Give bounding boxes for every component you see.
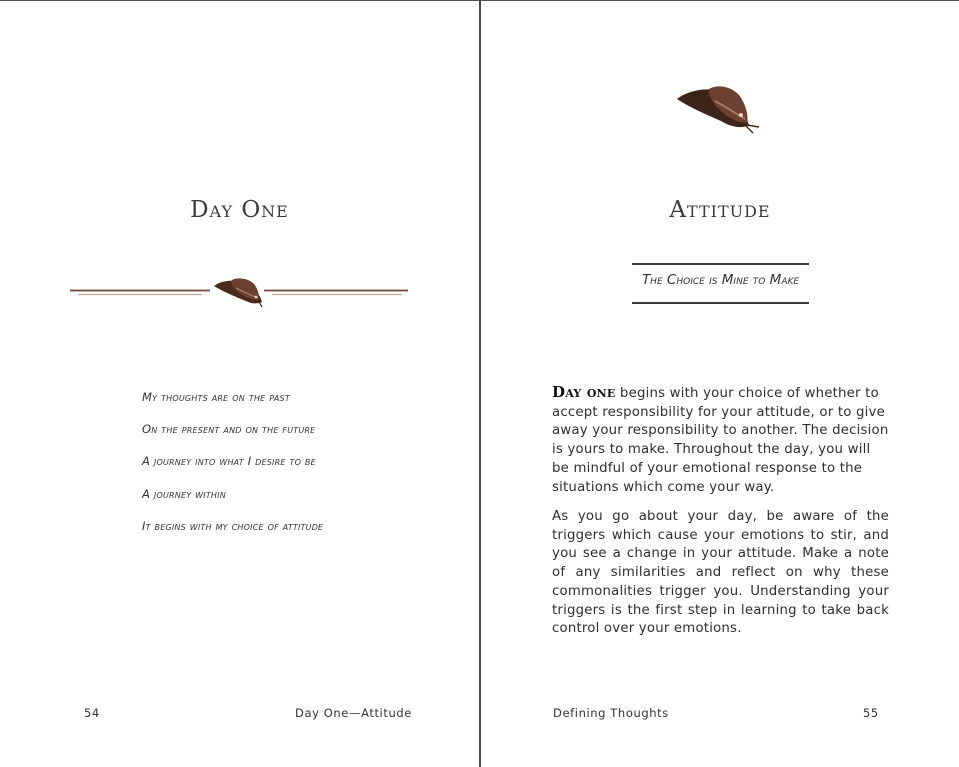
hat-icon	[675, 81, 765, 146]
paragraph-text: begins with your choice of whether to accept responsibility for your attitude, or to give away your responsibility to another. The decision is yours to make. Throughout the day, you will be mindful of your emotional response to the situations which come your way.	[552, 386, 889, 495]
poem	[142, 390, 323, 551]
running-footer: Defining Thoughts	[553, 706, 669, 720]
poem-line: A journey into what I desire to be	[142, 454, 316, 469]
chapter-subtitle: The Choice is Mine to Make	[641, 272, 800, 288]
lead-in: Day one	[552, 383, 616, 401]
poem-line: My thoughts are on the past	[142, 390, 290, 404]
chapter-title: Attitude	[669, 197, 771, 223]
left-page	[0, 1, 479, 767]
right-page	[481, 1, 959, 767]
body-paragraph	[552, 383, 889, 497]
subtitle-rule-top	[632, 263, 809, 265]
running-footer: Day One—Attitude	[295, 706, 412, 720]
page-number: 55	[863, 706, 879, 720]
poem-line: It begins with my choice of attitude	[142, 518, 324, 533]
chapter-title: Day One	[190, 197, 289, 223]
body-paragraph: As you go about your day, be aware of the triggers which cause your emotions to stir, and you see a change in your attitude. Make a note of any similarities and reflect on why these commonalities trigger you. Understanding your triggers is the first step in learning to take back control over your emotions.	[552, 509, 889, 637]
poem-line: A journey within	[142, 486, 226, 501]
hat-ornament-icon	[70, 269, 410, 314]
subtitle-rule-bottom	[632, 302, 809, 304]
poem-line: On the present and on the future	[142, 422, 316, 437]
page-number: 54	[84, 706, 100, 720]
